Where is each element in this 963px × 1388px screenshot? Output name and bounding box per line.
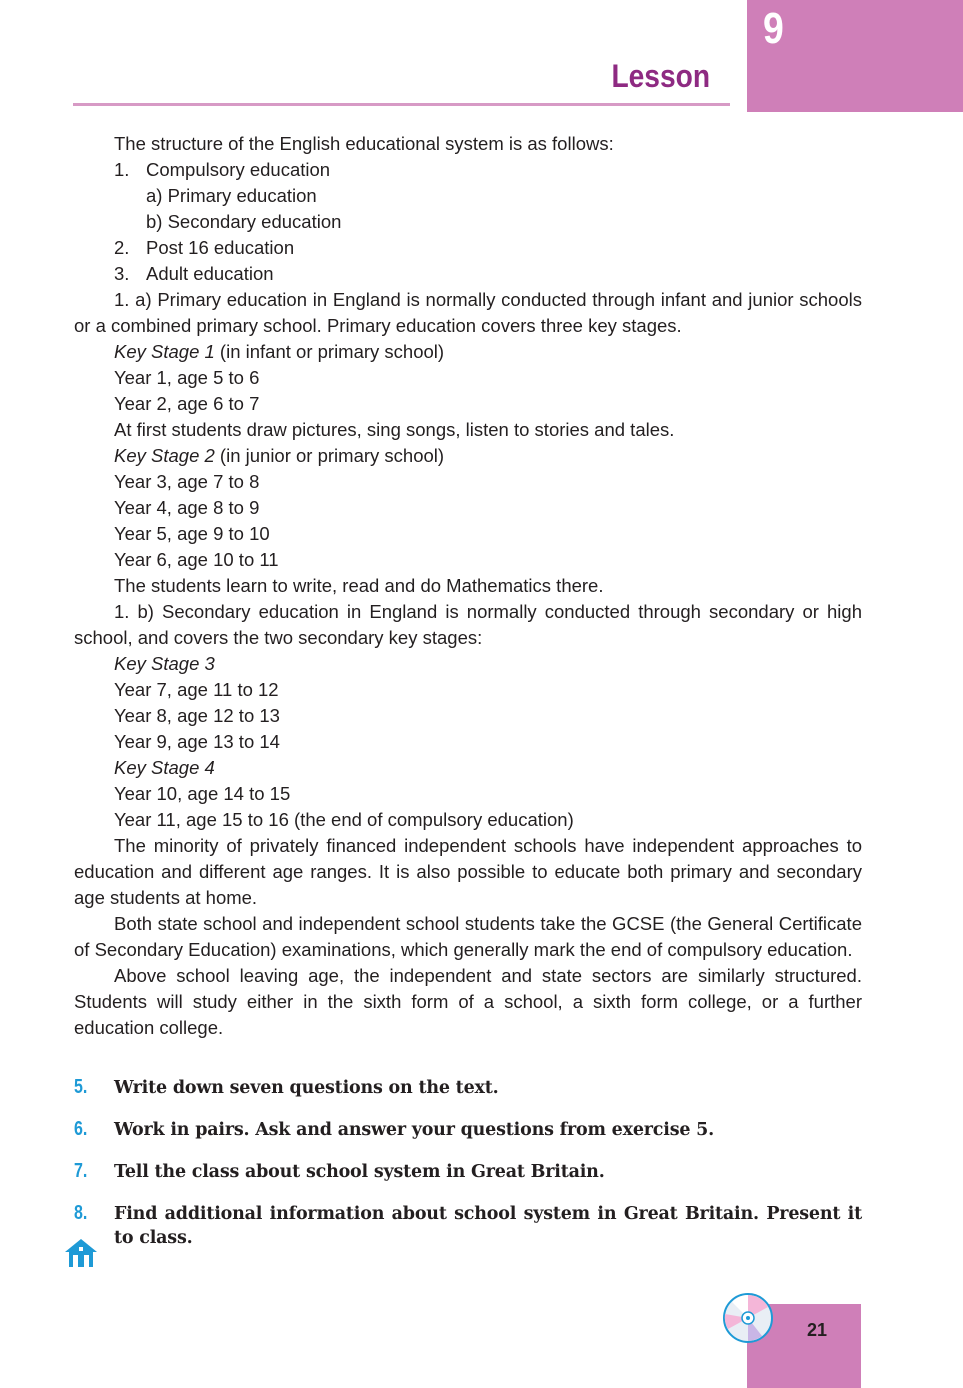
list-item: 3. Adult education — [114, 263, 274, 284]
exercise-text: Find additional information about school system in Great Britain. Present it to class. — [114, 1204, 862, 1248]
paragraph-primary: 1. a) Primary education in England is normally conducted through infant and junior schools or a combined primary school. Primary education covers three key stages. — [74, 289, 862, 336]
exercise-item — [74, 1160, 862, 1184]
lesson-title: Lesson — [611, 58, 710, 94]
home-icon — [64, 1238, 98, 1268]
exercise-item — [74, 1118, 862, 1142]
exercise-item — [74, 1202, 862, 1250]
paragraph-independent: The minority of privately financed independent schools have independent approaches to education and different age ranges. It is also possible to educate both primary and secondary age students at home. — [74, 835, 862, 908]
paragraph-secondary: 1. b) Secondary education in England is normally conducted through secondary or high school, and covers the two secondary key stages: — [74, 601, 862, 648]
key-stage-heading: Key Stage 3 — [114, 653, 215, 674]
page-number: 21 — [807, 1320, 828, 1340]
exercise-text: Write down seven questions on the text. — [114, 1078, 499, 1098]
intro-line: The structure of the English educational system is as follows: — [114, 133, 614, 154]
year-line: Year 6, age 10 to 11 — [114, 549, 279, 570]
year-line: Year 10, age 14 to 15 — [114, 783, 291, 804]
year-line: Year 3, age 7 to 8 — [114, 471, 260, 492]
list-subitem: a) Primary education — [146, 185, 317, 206]
exercise-number: 7. — [74, 1160, 88, 1182]
key-stage-heading: Key Stage 4 — [114, 757, 215, 778]
year-line: Year 2, age 6 to 7 — [114, 393, 260, 414]
exercise-number: 5. — [74, 1076, 88, 1098]
exercise-item — [74, 1076, 862, 1100]
year-line: Year 11, age 15 to 16 (the end of compulsory education) — [114, 809, 574, 830]
exercise-list — [74, 1076, 862, 1268]
year-line: Year 7, age 11 to 12 — [114, 679, 279, 700]
year-line: Year 9, age 13 to 14 — [114, 731, 280, 752]
year-line: Year 8, age 12 to 13 — [114, 705, 280, 726]
stage-description: At first students draw pictures, sing songs, listen to stories and tales. — [114, 419, 675, 440]
year-line: Year 5, age 9 to 10 — [114, 523, 270, 544]
list-item: 1. Compulsory education — [114, 159, 331, 180]
list-subitem: b) Secondary education — [146, 211, 342, 232]
exercise-text: Tell the class about school system in Great Britain. — [114, 1162, 605, 1182]
lesson-text — [74, 131, 862, 1041]
lesson-number: 9 — [763, 4, 784, 53]
year-line: Year 4, age 8 to 9 — [114, 497, 260, 518]
exercise-number: 6. — [74, 1118, 88, 1140]
year-line: Year 1, age 5 to 6 — [114, 367, 260, 388]
key-stage-heading: Key Stage 2 (in junior or primary school) — [114, 445, 445, 466]
header-divider — [73, 103, 730, 106]
stage-description: The students learn to write, read and do Mathematics there. — [114, 575, 604, 596]
exercise-text: Work in pairs. Ask and answer your questions from exercise 5. — [114, 1120, 715, 1140]
cd-icon — [722, 1292, 774, 1344]
list-item: 2. Post 16 education — [114, 237, 295, 258]
key-stage-heading: Key Stage 1 (in infant or primary school) — [114, 341, 445, 362]
paragraph-gcse: Both state school and independent school students take the GCSE (the General Certificate of Secondary Education) examinations, which generally mark the end of compulsory education. — [74, 913, 862, 960]
paragraph-leaving-age: Above school leaving age, the independent and state sectors are similarly structured. Students will study either in the sixth form of a school, a sixth form college, or a further education college. — [74, 965, 862, 1038]
exercise-number: 8. — [74, 1202, 88, 1224]
lesson-number-box — [747, 0, 963, 112]
